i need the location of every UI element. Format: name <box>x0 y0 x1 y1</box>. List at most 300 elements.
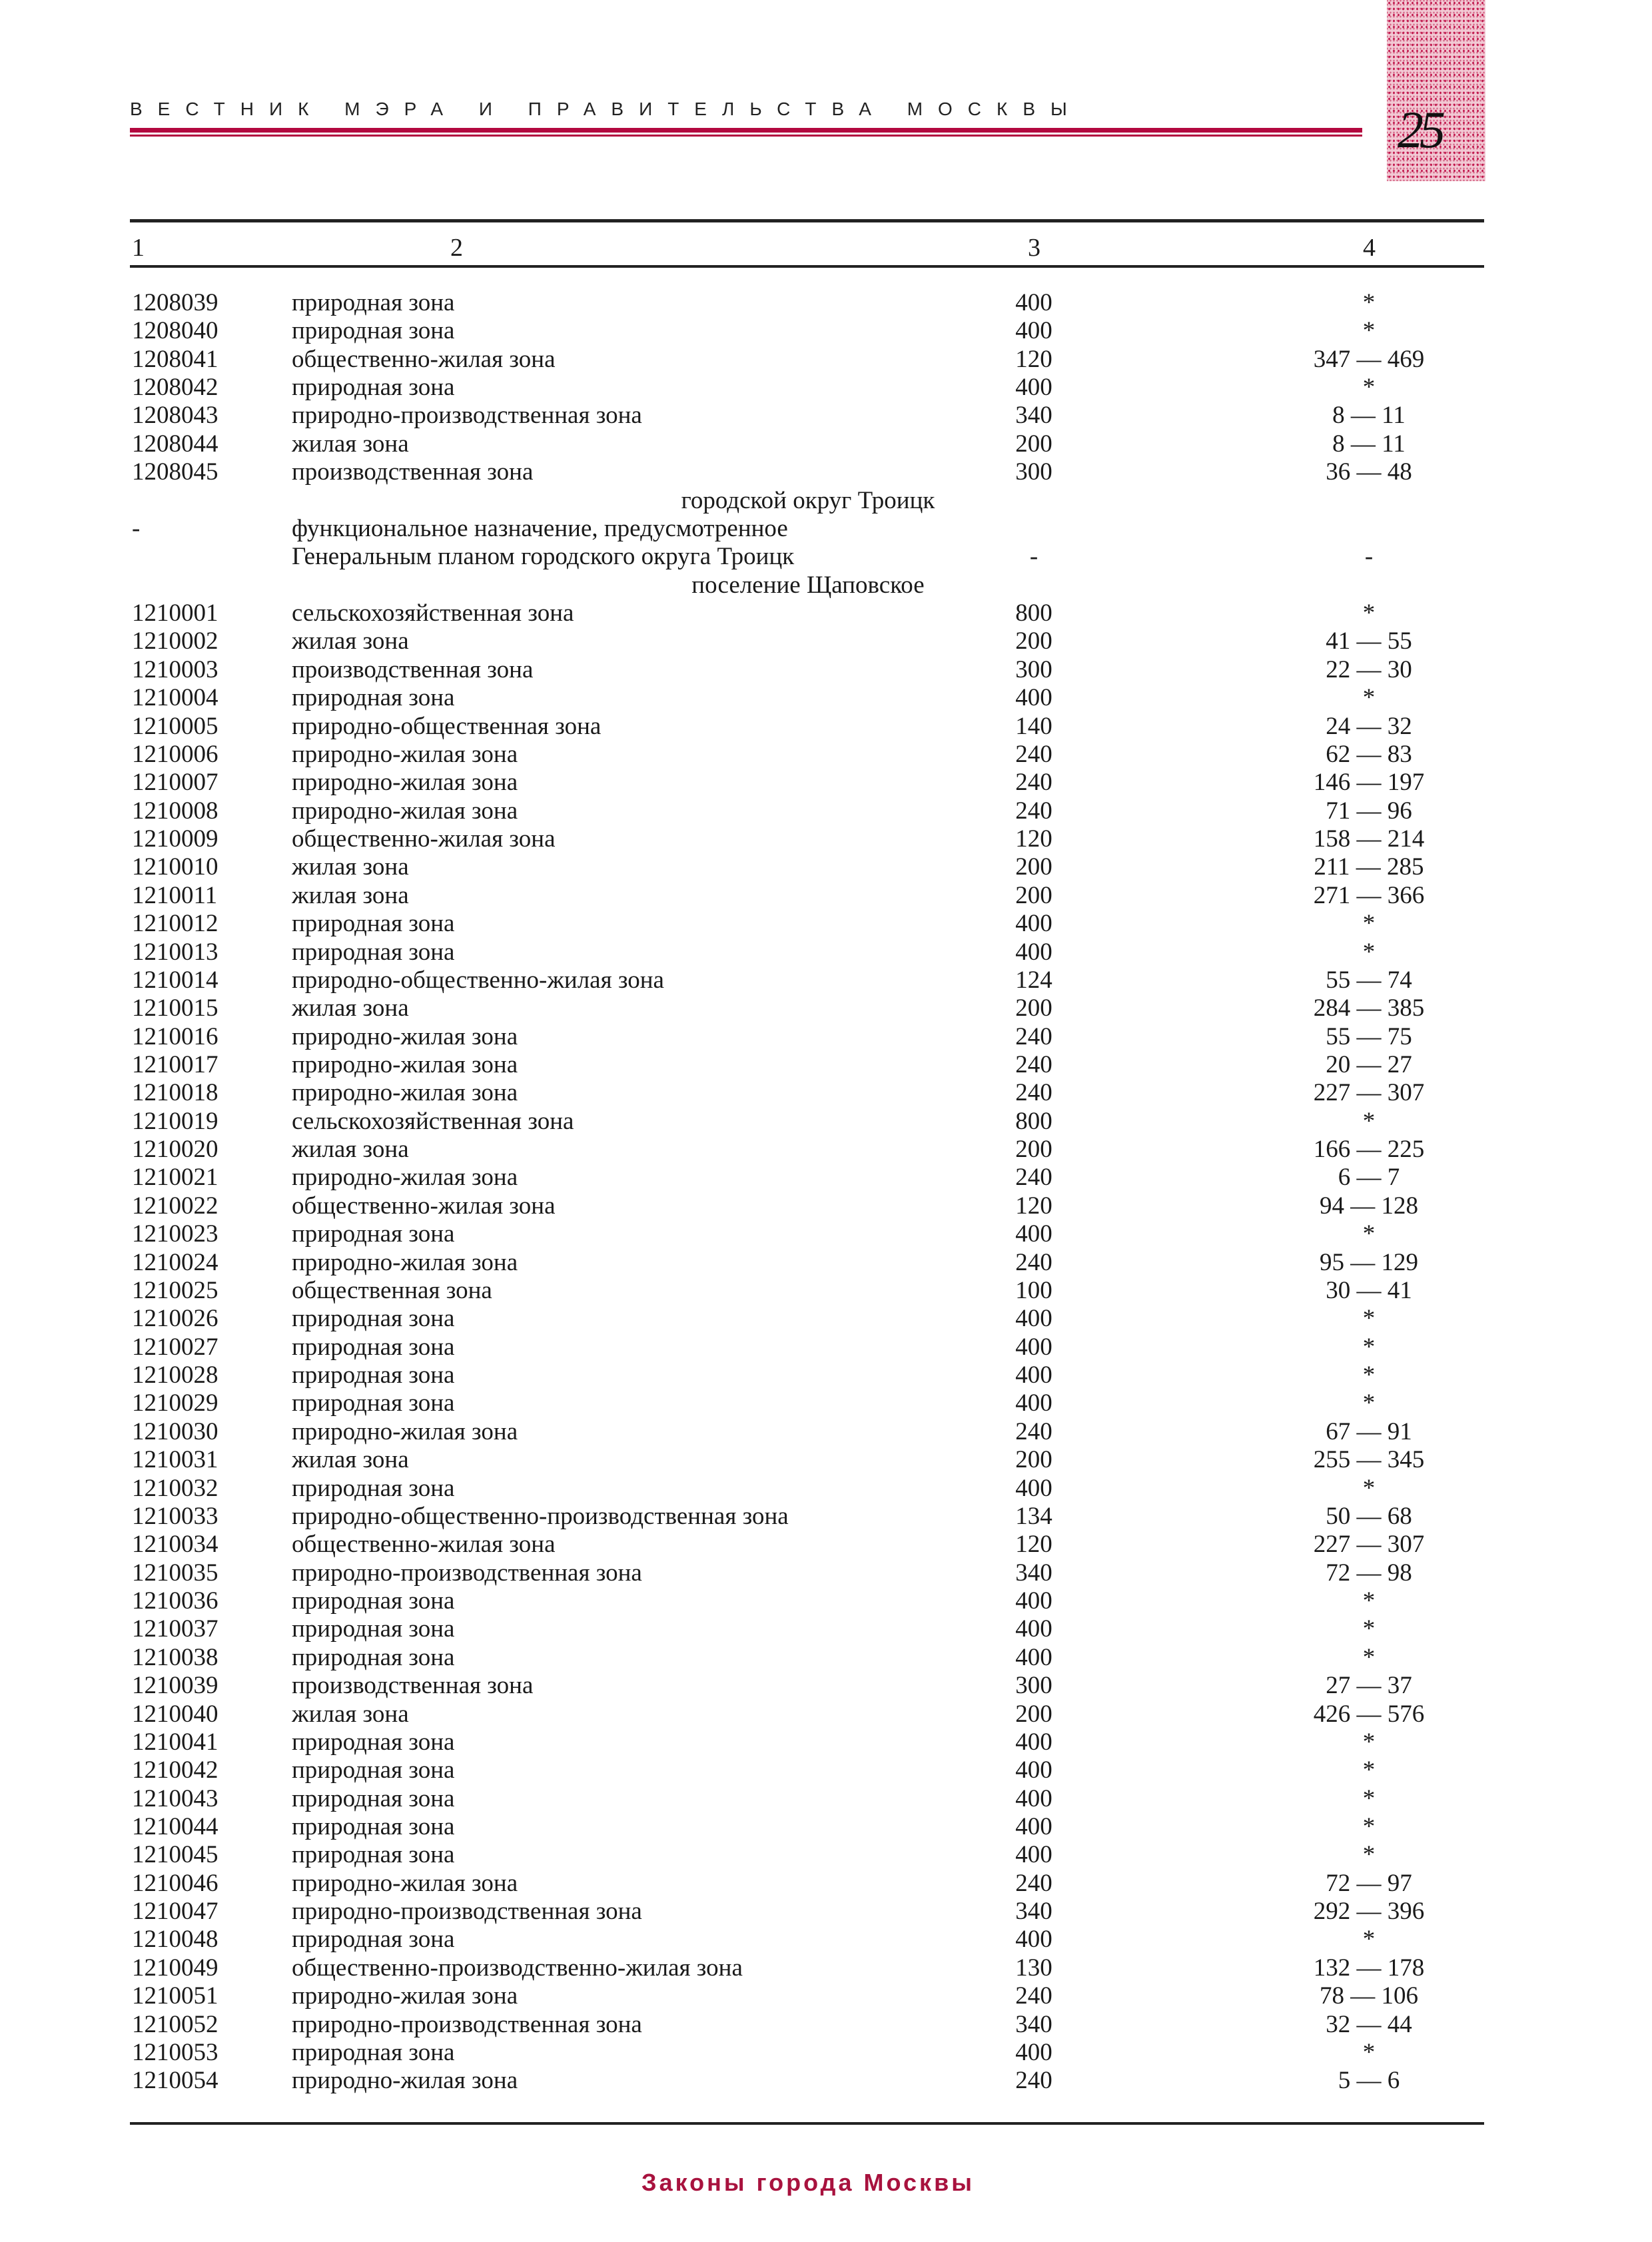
table-row <box>0 2011 1652 2039</box>
column-header-2: 2 <box>450 234 463 262</box>
table-row <box>0 1475 1652 1503</box>
cell-range-col4: 6 — 7 <box>1338 1164 1400 1192</box>
zone-function: общественно-жилая зона <box>292 1192 556 1220</box>
zone-function: природно-производственная зона <box>292 402 642 430</box>
table-row <box>0 2067 1652 2095</box>
cell-range-col4: 8 — 11 <box>1332 402 1406 430</box>
cell-value-col3: 400 <box>1015 1587 1052 1615</box>
table-row <box>0 1108 1652 1136</box>
zone-function: сельскохозяйственная зона <box>292 599 574 627</box>
cell-range-col4: 227 — 307 <box>1313 1531 1425 1559</box>
zone-code: 1208039 <box>132 289 218 316</box>
cell-range-col4: 347 — 469 <box>1313 345 1425 373</box>
column-header-3: 3 <box>1028 234 1040 262</box>
cell-range-col4: 8 — 11 <box>1332 430 1406 458</box>
zone-function: природная зона <box>292 684 455 712</box>
cell-value-col3: 400 <box>1015 1361 1052 1389</box>
table-row <box>0 1898 1652 1926</box>
cell-range-col4: * <box>1362 910 1376 938</box>
table-row <box>0 741 1652 769</box>
zone-code: 1210053 <box>132 2038 218 2066</box>
cell-value-col3: 100 <box>1015 1276 1052 1304</box>
zone-code: 1210032 <box>132 1474 218 1502</box>
cell-value-col3: 120 <box>1015 1192 1052 1220</box>
zone-code: 1208042 <box>132 374 218 402</box>
section-heading: городской округ Троицк <box>681 486 935 514</box>
table-row <box>0 684 1652 712</box>
cell-range-col4: 72 — 98 <box>1326 1559 1412 1587</box>
zone-code: 1210040 <box>132 1700 218 1728</box>
zone-code: 1208041 <box>132 345 218 373</box>
table-row <box>0 374 1652 402</box>
zone-function: производственная зона <box>292 458 534 486</box>
table-row <box>0 1333 1652 1361</box>
cell-value-col3: 400 <box>1015 1305 1052 1333</box>
table-row <box>0 1813 1652 1841</box>
table-row <box>0 1672 1652 1700</box>
cell-range-col4: 27 — 37 <box>1326 1672 1412 1700</box>
table-row <box>0 402 1652 430</box>
zone-function: жилая зона <box>292 1446 409 1474</box>
zone-function: природно-общественная зона <box>292 712 602 740</box>
cell-value-col3: - <box>1029 543 1038 571</box>
zone-code: 1208044 <box>132 430 218 458</box>
table-row <box>0 2039 1652 2067</box>
table-row <box>0 1503 1652 1531</box>
cell-value-col3: 800 <box>1015 1107 1052 1135</box>
zone-function: природно-жилая зона <box>292 1022 518 1050</box>
cell-range-col4: 158 — 214 <box>1313 825 1425 853</box>
zone-code: 1210037 <box>132 1615 218 1643</box>
cell-value-col3: 400 <box>1015 374 1052 402</box>
zone-function: производственная зона <box>292 1672 534 1700</box>
cell-value-col3: 200 <box>1015 1446 1052 1474</box>
zone-code: 1210038 <box>132 1643 218 1671</box>
zone-code: 1210042 <box>132 1756 218 1784</box>
table-row <box>0 1051 1652 1079</box>
cell-range-col4: 95 — 129 <box>1320 1248 1418 1276</box>
cell-value-col3: 400 <box>1015 684 1052 712</box>
cell-value-col3: 400 <box>1015 938 1052 966</box>
table-row <box>0 853 1652 881</box>
table-row <box>0 515 1652 543</box>
zone-function: природная зона <box>292 910 455 938</box>
zone-function: природно-жилая зона <box>292 1417 518 1445</box>
cell-range-col4: 41 — 55 <box>1326 627 1412 655</box>
cell-value-col3: 300 <box>1015 458 1052 486</box>
zone-function: природная зона <box>292 1361 455 1389</box>
cell-value-col3: 400 <box>1015 1615 1052 1643</box>
cell-range-col4: - <box>1364 543 1374 571</box>
zone-code: 1210002 <box>132 627 218 655</box>
table-row <box>0 627 1652 655</box>
zone-code: 1210030 <box>132 1417 218 1445</box>
zone-function: природная зона <box>292 2038 455 2066</box>
running-head-title: ВЕСТНИК МЭРА И ПРАВИТЕЛЬСТВА МОСКВЫ <box>130 99 1082 119</box>
zone-function: жилая зона <box>292 994 409 1022</box>
cell-range-col4: 36 — 48 <box>1326 458 1412 486</box>
cell-value-col3: 140 <box>1015 712 1052 740</box>
zone-code: 1210010 <box>132 853 218 881</box>
cell-range-col4: * <box>1362 1756 1376 1784</box>
table-row <box>0 599 1652 627</box>
cell-range-col4: 67 — 91 <box>1326 1417 1412 1445</box>
zone-function: природная зона <box>292 1333 455 1361</box>
zone-code: 1210013 <box>132 938 218 966</box>
cell-value-col3: 130 <box>1015 1954 1052 1982</box>
table-row <box>0 656 1652 684</box>
cell-value-col3: 200 <box>1015 853 1052 881</box>
zone-function: природная зона <box>292 1756 455 1784</box>
zone-code: 1210014 <box>132 966 218 994</box>
zone-function: природная зона <box>292 1220 455 1248</box>
cell-range-col4: * <box>1362 938 1376 966</box>
cell-range-col4: * <box>1362 374 1376 402</box>
table-row <box>0 1446 1652 1474</box>
zone-function: природно-жилая зона <box>292 797 518 825</box>
zone-function: природно-производственная зона <box>292 1559 642 1587</box>
zone-code: 1210035 <box>132 1559 218 1587</box>
cell-value-col3: 134 <box>1015 1502 1052 1530</box>
zone-code: 1208040 <box>132 317 218 345</box>
table-row <box>0 1164 1652 1192</box>
zone-function: природно-жилая зона <box>292 1164 518 1192</box>
column-header-4: 4 <box>1363 234 1376 262</box>
cell-value-col3: 400 <box>1015 1756 1052 1784</box>
zone-code: 1208043 <box>132 402 218 430</box>
cell-value-col3: 400 <box>1015 1926 1052 1954</box>
zone-function: природная зона <box>292 289 455 316</box>
zone-function: общественно-жилая зона <box>292 825 556 853</box>
table-row <box>0 1277 1652 1305</box>
cell-range-col4: 5 — 6 <box>1338 2067 1400 2095</box>
table-row <box>0 882 1652 910</box>
cell-range-col4: 24 — 32 <box>1326 712 1412 740</box>
cell-range-col4: * <box>1362 1587 1376 1615</box>
cell-value-col3: 400 <box>1015 1643 1052 1671</box>
table-row <box>0 1785 1652 1813</box>
zone-code: 1210007 <box>132 769 218 797</box>
zone-function: природная зона <box>292 938 455 966</box>
table-row <box>0 713 1652 741</box>
zone-code: 1210041 <box>132 1728 218 1756</box>
cell-value-col3: 200 <box>1015 430 1052 458</box>
zone-code: 1210023 <box>132 1220 218 1248</box>
cell-range-col4: 20 — 27 <box>1326 1050 1412 1078</box>
cell-value-col3: 240 <box>1015 1050 1052 1078</box>
cell-value-col3: 124 <box>1015 966 1052 994</box>
cell-range-col4: * <box>1362 1474 1376 1502</box>
cell-range-col4: 94 — 128 <box>1320 1192 1418 1220</box>
cell-value-col3: 400 <box>1015 910 1052 938</box>
table-row <box>0 1615 1652 1643</box>
zone-function: природная зона <box>292 1389 455 1417</box>
cell-range-col4: 78 — 106 <box>1320 1982 1418 2010</box>
zone-code: 1210012 <box>132 910 218 938</box>
table-row <box>0 1644 1652 1672</box>
zone-code: 1210015 <box>132 994 218 1022</box>
zone-function: природно-жилая зона <box>292 1869 518 1897</box>
cell-value-col3: 200 <box>1015 881 1052 909</box>
zone-code: 1210003 <box>132 655 218 683</box>
zone-function: природно-жилая зона <box>292 1050 518 1078</box>
table-top-rule <box>130 219 1484 222</box>
table-row <box>0 1192 1652 1220</box>
cell-value-col3: 120 <box>1015 825 1052 853</box>
zone-code: 1210029 <box>132 1389 218 1417</box>
cell-range-col4: 146 — 197 <box>1313 769 1425 797</box>
zone-function: природно-жилая зона <box>292 1248 518 1276</box>
zone-code: 1210036 <box>132 1587 218 1615</box>
cell-value-col3: 400 <box>1015 1474 1052 1502</box>
zone-code: 1210049 <box>132 1954 218 1982</box>
cell-value-col3: 800 <box>1015 599 1052 627</box>
table-row <box>0 1249 1652 1277</box>
cell-range-col4: 72 — 97 <box>1326 1869 1412 1897</box>
table-row <box>0 1418 1652 1446</box>
section-heading-row <box>0 487 1652 515</box>
cell-range-col4: * <box>1362 1220 1376 1248</box>
cell-value-col3: 340 <box>1015 402 1052 430</box>
table-row <box>0 430 1652 458</box>
zone-function: общественно-жилая зона <box>292 345 556 373</box>
zone-function: общественная зона <box>292 1276 492 1304</box>
zone-function: Генеральным планом городского округа Троицк <box>292 543 795 571</box>
table-row <box>0 1305 1652 1333</box>
cell-value-col3: 400 <box>1015 1728 1052 1756</box>
zone-function: жилая зона <box>292 430 409 458</box>
zone-function: природно-жилая зона <box>292 1079 518 1107</box>
zone-function: природная зона <box>292 1474 455 1502</box>
cell-range-col4: * <box>1362 1107 1376 1135</box>
zone-function: жилая зона <box>292 881 409 909</box>
zone-code: 1210048 <box>132 1926 218 1954</box>
zone-function: функциональное назначение, предусмотренное <box>292 514 788 542</box>
zone-function: природно-общественно-производственная зона <box>292 1502 789 1530</box>
zone-function: природная зона <box>292 317 455 345</box>
table-row <box>0 1587 1652 1615</box>
cell-value-col3: 400 <box>1015 1784 1052 1812</box>
page-number: 25 <box>1398 101 1442 159</box>
cell-value-col3: 400 <box>1015 289 1052 316</box>
zone-code: 1210031 <box>132 1446 218 1474</box>
zone-function: природная зона <box>292 1784 455 1812</box>
table-row <box>0 1559 1652 1587</box>
zone-code: 1210020 <box>132 1136 218 1164</box>
zone-code: 1210028 <box>132 1361 218 1389</box>
zone-code: 1210027 <box>132 1333 218 1361</box>
zone-code: 1210045 <box>132 1841 218 1869</box>
cell-value-col3: 120 <box>1015 1531 1052 1559</box>
zone-function: жилая зона <box>292 1136 409 1164</box>
cell-range-col4: * <box>1362 1841 1376 1869</box>
table-row <box>0 1756 1652 1784</box>
cell-value-col3: 200 <box>1015 627 1052 655</box>
cell-range-col4: 30 — 41 <box>1326 1276 1412 1304</box>
table-row <box>0 1841 1652 1869</box>
zone-code: 1210018 <box>132 1079 218 1107</box>
cell-range-col4: * <box>1362 1389 1376 1417</box>
zone-code: 1210047 <box>132 1898 218 1926</box>
zone-code: - <box>132 514 141 542</box>
table-row <box>0 289 1652 317</box>
cell-value-col3: 400 <box>1015 1389 1052 1417</box>
cell-range-col4: 132 — 178 <box>1313 1954 1425 1982</box>
cell-value-col3: 120 <box>1015 345 1052 373</box>
cell-range-col4: 284 — 385 <box>1313 994 1425 1022</box>
cell-value-col3: 240 <box>1015 1164 1052 1192</box>
zone-code: 1210009 <box>132 825 218 853</box>
table-row <box>0 1982 1652 2010</box>
cell-range-col4: * <box>1362 317 1376 345</box>
cell-range-col4: 426 — 576 <box>1313 1700 1425 1728</box>
zone-code: 1210033 <box>132 1502 218 1530</box>
zone-function: жилая зона <box>292 627 409 655</box>
zone-code: 1210039 <box>132 1672 218 1700</box>
zone-function: жилая зона <box>292 1700 409 1728</box>
table-row <box>0 825 1652 853</box>
zone-code: 1210006 <box>132 740 218 768</box>
cell-range-col4: 71 — 96 <box>1326 797 1412 825</box>
zone-function: природно-общественно-жилая зона <box>292 966 664 994</box>
cell-value-col3: 240 <box>1015 740 1052 768</box>
cell-value-col3: 240 <box>1015 1982 1052 2010</box>
cell-value-col3: 200 <box>1015 1136 1052 1164</box>
zone-code: 1210046 <box>132 1869 218 1897</box>
zone-function: природная зона <box>292 1728 455 1756</box>
cell-range-col4: * <box>1362 684 1376 712</box>
zone-function: природная зона <box>292 374 455 402</box>
cell-range-col4: 292 — 396 <box>1313 1898 1425 1926</box>
cell-range-col4: 22 — 30 <box>1326 655 1412 683</box>
zone-function: жилая зона <box>292 853 409 881</box>
table-row <box>0 1136 1652 1164</box>
zone-code: 1210011 <box>132 881 218 909</box>
table-row <box>0 797 1652 825</box>
zone-function: природно-производственная зона <box>292 2010 642 2038</box>
cell-range-col4: * <box>1362 1615 1376 1643</box>
cell-range-col4: * <box>1362 1361 1376 1389</box>
cell-range-col4: * <box>1362 1643 1376 1671</box>
table-row <box>0 1926 1652 1954</box>
table-row <box>0 458 1652 486</box>
cell-range-col4: * <box>1362 1305 1376 1333</box>
cell-value-col3: 240 <box>1015 1869 1052 1897</box>
zone-function: природная зона <box>292 1615 455 1643</box>
cell-value-col3: 400 <box>1015 317 1052 345</box>
cell-value-col3: 300 <box>1015 1672 1052 1700</box>
zone-function: природно-производственная зона <box>292 1898 642 1926</box>
cell-value-col3: 340 <box>1015 1559 1052 1587</box>
zone-function: сельскохозяйственная зона <box>292 1107 574 1135</box>
cell-range-col4: * <box>1362 1812 1376 1840</box>
cell-value-col3: 300 <box>1015 655 1052 683</box>
cell-value-col3: 400 <box>1015 1220 1052 1248</box>
cell-value-col3: 240 <box>1015 1417 1052 1445</box>
zone-function: общественно-производственно-жилая зона <box>292 1954 743 1982</box>
cell-range-col4: 166 — 225 <box>1313 1136 1425 1164</box>
table-row <box>0 1870 1652 1898</box>
table-row <box>0 1361 1652 1389</box>
header-rule-thin <box>130 135 1362 137</box>
cell-value-col3: 400 <box>1015 1841 1052 1869</box>
cell-value-col3: 200 <box>1015 1700 1052 1728</box>
table-row <box>0 1220 1652 1248</box>
zone-function: природно-жилая зона <box>292 740 518 768</box>
zone-code: 1210022 <box>132 1192 218 1220</box>
table-row <box>0 1389 1652 1417</box>
cell-value-col3: 240 <box>1015 2067 1052 2095</box>
cell-value-col3: 200 <box>1015 994 1052 1022</box>
cell-range-col4: * <box>1362 1333 1376 1361</box>
zone-function: природная зона <box>292 1305 455 1333</box>
table-row <box>0 994 1652 1022</box>
table-bottom-rule <box>130 2122 1484 2125</box>
table-header-rule <box>130 265 1484 268</box>
cell-range-col4: 32 — 44 <box>1326 2010 1412 2038</box>
table-row <box>0 1079 1652 1107</box>
zone-code: 1210024 <box>132 1248 218 1276</box>
cell-range-col4: 62 — 83 <box>1326 740 1412 768</box>
table-row <box>0 317 1652 345</box>
zone-code: 1210004 <box>132 684 218 712</box>
table-row <box>0 1531 1652 1559</box>
cell-range-col4: 55 — 75 <box>1326 1022 1412 1050</box>
zone-code: 1210026 <box>132 1305 218 1333</box>
zone-function: природная зона <box>292 1841 455 1869</box>
zone-function: производственная зона <box>292 655 534 683</box>
zone-function: природно-жилая зона <box>292 1982 518 2010</box>
cell-range-col4: * <box>1362 289 1376 316</box>
table-row <box>0 769 1652 797</box>
cell-value-col3: 400 <box>1015 2038 1052 2066</box>
cell-value-col3: 240 <box>1015 1248 1052 1276</box>
zone-code: 1210016 <box>132 1022 218 1050</box>
section-heading: поселение Щаповское <box>691 571 925 599</box>
zone-function: природная зона <box>292 1812 455 1840</box>
cell-value-col3: 240 <box>1015 769 1052 797</box>
zone-code: 1210044 <box>132 1812 218 1840</box>
cell-range-col4: 50 — 68 <box>1326 1502 1412 1530</box>
zone-code: 1210034 <box>132 1531 218 1559</box>
cell-range-col4: 255 — 345 <box>1313 1446 1425 1474</box>
zone-code: 1210054 <box>132 2067 218 2095</box>
zone-function: природно-жилая зона <box>292 769 518 797</box>
cell-range-col4: * <box>1362 1784 1376 1812</box>
cell-value-col3: 340 <box>1015 1898 1052 1926</box>
zone-code: 1210051 <box>132 1982 218 2010</box>
cell-range-col4: 227 — 307 <box>1313 1079 1425 1107</box>
cell-value-col3: 340 <box>1015 2010 1052 2038</box>
cell-value-col3: 240 <box>1015 1079 1052 1107</box>
table-row <box>0 1954 1652 1982</box>
zone-code: 1210043 <box>132 1784 218 1812</box>
zone-function: природная зона <box>292 1587 455 1615</box>
zone-code: 1210008 <box>132 797 218 825</box>
cell-value-col3: 400 <box>1015 1333 1052 1361</box>
zone-code: 1210025 <box>132 1276 218 1304</box>
header-rule-thick <box>130 128 1362 133</box>
section-heading-row <box>0 571 1652 599</box>
table-row <box>0 938 1652 966</box>
table-row <box>0 543 1652 571</box>
table-row <box>0 1728 1652 1756</box>
zone-code: 1210019 <box>132 1107 218 1135</box>
table-row <box>0 910 1652 938</box>
zone-function: природно-жилая зона <box>292 2067 518 2095</box>
zone-code: 1208045 <box>132 458 218 486</box>
cell-range-col4: * <box>1362 599 1376 627</box>
